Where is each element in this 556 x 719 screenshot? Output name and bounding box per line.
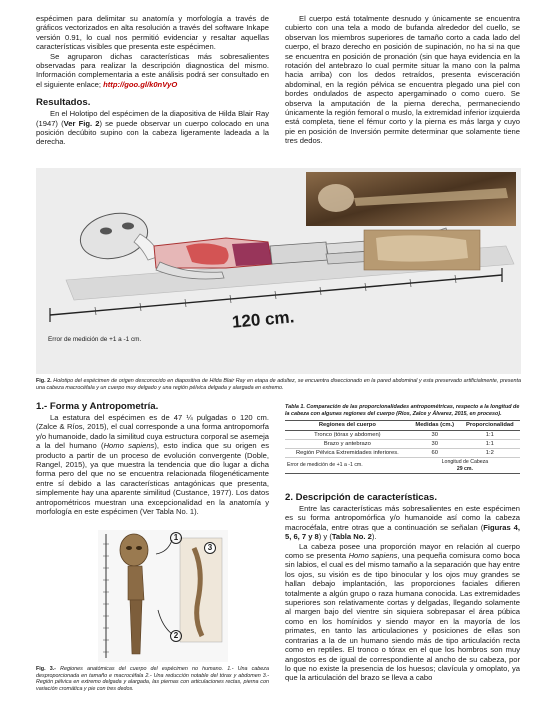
table-cell: 1:1	[460, 431, 520, 440]
figure-2-illustration	[36, 168, 521, 374]
head-text-a: La cabeza posee una proporción mayor en relación al cuerpo como se presenta	[285, 541, 520, 561]
features-text-mid: ) y (	[318, 532, 332, 542]
figure-3-label-2: 2	[170, 630, 182, 642]
table-footer-row	[285, 458, 520, 474]
anthropometry-text-a: La estatura del espécimen es de 47 ¼ pulgadas o 120 cm. (Zalce & Ríos, 2015), el cual corresponde a una forma antropomorfa y/o humanoide, dado la similitud cuya estructura corporal se asemeja a la del humano (	[36, 413, 269, 451]
photo-closeup-shape	[376, 235, 468, 261]
paragraph-head-description	[285, 542, 520, 683]
table-cell: Tronco (tórax y abdomen)	[285, 431, 410, 440]
table-header-proportion: Proporcionalidad	[460, 421, 520, 431]
figures-reference: Figuras 4, 5, 6, 7 y 8	[285, 522, 520, 542]
table-cell: Región Pélvica Extremidades inferiores.	[285, 449, 410, 458]
photo-head-shape	[318, 184, 354, 212]
table-row	[285, 449, 520, 458]
abdominal-cavity	[186, 243, 229, 264]
table-cell: 1:1	[460, 440, 520, 449]
section-heading-description: 2. Descripción de características.	[285, 492, 437, 503]
table-footer-error: Error de medición de +1 a -1 cm.	[285, 458, 410, 474]
figure-3-legs	[130, 600, 142, 654]
paragraph-body-description: El cuerpo está totalmente desnudo y únicamente se encuentra cubierto con una tela a modo de bufanda alrededor del cuello, se observan los miembros superiores de tamaño corto a cada lado del cuerpo, el brazo derecho en posición de supinación, no ha si na que se encuentra en posición de pronación (sin que haya evidencia en la rotación del antebrazo lo cual permite situar la mano con la palma hacia arriba) con los dedos retraídos, presenta evisceración abdominal, en la región pélvica se encuentra plegado una piel con bordes ondulados de aspecto apergaminado o como cuero. Se observa la amputación de la pierna derecha, permaneciendo únicamente la región femoral o muslo, la extremidad inferior izquierda está completa, tiene el fémur corto y la pierna es más larga y cuyo pie en posición de Inversión permite determinar que solamente tiene tres dedos.	[285, 14, 520, 146]
table-cell: 60	[410, 449, 460, 458]
table-cell: 1:2	[460, 449, 520, 458]
holotype-text-b: ) se puede observar un cuerpo colocado en una posición decúbito supino con la cabeza ligeramente ladeada a la derecha.	[36, 118, 269, 147]
figure-2-caption	[36, 378, 521, 391]
table-cell: 30	[410, 431, 460, 440]
ruler-label: 120 cm.	[231, 307, 296, 332]
table-cell: 30	[410, 440, 460, 449]
paragraph-anthropometry	[36, 413, 269, 516]
section-heading-form: 1.- Forma y Antropometría.	[36, 401, 159, 412]
fig2-reference: Ver Fig. 2	[63, 118, 100, 128]
specimen-eye-left	[100, 228, 112, 235]
table-2-reference: Tabla No. 2	[331, 532, 372, 542]
table-1-title: Tabla 1. Comparación de las proporcionalidades antropométricas, respecto a la longitud de la cabeza con algunas regiones del cuerpo (Ríos, Zalce y Álvarez, 2015, en proceso).	[285, 404, 520, 417]
figure-3-head	[120, 534, 148, 566]
complementary-info-link[interactable]: http://goo.gl/k0nVyO	[103, 79, 178, 89]
anthropometry-species: Homo sapiens	[103, 441, 155, 451]
holotype-text-a: En el Holotipo del espécimen de la diapositiva de Hilda Blair Ray (1947) (	[36, 109, 269, 128]
table-1	[285, 420, 520, 474]
figure-2-caption-text: Holotipo del espécimen de origen desconocido en diapositiva de Hilda Blair Ray en etapa de adultez, se encuentra diseccionado en la pared abdominal y esta preservado artificialmente, presenta una cabeza macrocéfala y un cuerpo muy delgado y una región pélvica delgada y alargada en extremo.	[36, 378, 521, 391]
eviscerated-region	[232, 242, 272, 266]
paragraph-characteristics-text: Se agruparon dichas características más sobresalientes observadas para realizar la descripción diagnostica del mismo. Información complementaria a este análisis podrá ser consultado en el siguiente enlace;	[36, 51, 269, 89]
table-row	[285, 431, 520, 440]
paragraph-holotype	[36, 109, 269, 147]
figure-3-label-1: 1	[170, 532, 182, 544]
column-right-bottom	[285, 492, 520, 683]
table-header-row	[285, 421, 520, 431]
specimen-pelvis	[270, 242, 328, 264]
figure-3-torso	[128, 566, 144, 600]
column-left-top	[36, 14, 269, 147]
head-length-label: Longitud de Cabeza	[441, 458, 489, 465]
figure-2-caption-label: Fig. 2.	[36, 378, 52, 384]
features-text-b: ).	[371, 532, 377, 542]
table-footer-head-length	[410, 458, 520, 474]
figure-2-panel	[36, 168, 521, 374]
figure-3-caption-label: Fig. 3.-	[36, 666, 56, 672]
figure-3-marker-1-line	[156, 540, 172, 554]
features-text-a: Entre las características más sobresalientes en este espécimen es su forma antropomórfica y/o humanoide así como la cabeza macrocéfala, entre otras que a continuación se señalan (	[285, 504, 520, 532]
figure-3-caption	[36, 666, 269, 692]
measurement-error-label: Error de medición de +1 a -1 cm.	[48, 336, 142, 343]
figure-3-panel	[98, 530, 228, 662]
head-species: Homo sapiens	[348, 551, 398, 561]
section-heading-results: Resultados.	[36, 97, 91, 109]
paragraph-methods: espécimen para delimitar su anatomía y morfología a través de gráficos vectorizados en alta resolución a través del software Inkape versión 0.91, lo cual nos permitió evidenciar y resaltar aquellas características visibles que presenta este espécimen.	[36, 14, 269, 52]
paragraph-features	[285, 504, 520, 542]
table-cell: Brazo y antebrazo	[285, 440, 410, 449]
figure-3-caption-text: Regiones anatómicas del cuerpo del espécimen no humano. 1.- Una cabeza desproporcionada en tamaño e macrocéfala 2.- Una reducción notable del tórax y abdomen 3.- Región pélvica en extremo delgada y alargada, las piernas con articulaciones rectas, pierna con variación cromática y pie con tres dedos.	[36, 666, 269, 692]
anthropometry-text-b: ), esto indica que su origen es producto a partir de un proceso de evolución convergente (Doble, Rangel, 2015), ya que muestra la tendencia que dio lugar a dicha forma pero del que no se encuentra relacionada filogenéticamente entre sí debido a las características antagónicas que presenta, simplemente hay una aparente similitud (Custance, 1977). Los datos antropométricos muestran una excepcionalidad en la anatomía y morfología en este espécimen (Ver Tabla No. 1).	[36, 441, 269, 517]
specimen-eye-right	[122, 223, 134, 230]
figure-3-label-3: 3	[204, 542, 216, 554]
figure-3-marker-2-line	[158, 610, 172, 634]
table-row	[285, 440, 520, 449]
column-left-bottom	[36, 401, 269, 516]
table-1-block	[285, 404, 520, 474]
table-header-measure: Medidas (cm.)	[410, 421, 460, 431]
column-right-top	[285, 14, 520, 146]
head-text-b: , una pequeña comisura como boca sin labios, el cual es del mismo tamaño a la separación que hay entre los ojos, su visión es de tipo binocular y los ojos muy grandes se hallan debajo implantación, las proporciones faciales difieren totalmente a algún grupo o raza humana conocida. Las extremidades superiores son relativamente cortas y delgadas, llegando solamente al margen bajo del vientre sin siquiera sobrepasar el área púbica como en los homínidos y siendo mayor en la mayoría de los primates, en tanto las articulaciones y posiciones de ellas son contrarias a la de un humano siendo más de tipo articulación recta como en reptiles. El tronco o tórax en el que los hombros son muy angostos es de igual de correspondiente al ancho de su cabeza, por lo que no existe la presencia de los huesos; clavícula y omoplato, ya que la articulación del brazo se lleva a cabo	[285, 551, 520, 683]
paragraph-characteristics	[36, 52, 269, 90]
head-length-value: 29 cm.	[456, 465, 473, 472]
table-header-region: Regiones del cuerpo	[285, 421, 410, 431]
